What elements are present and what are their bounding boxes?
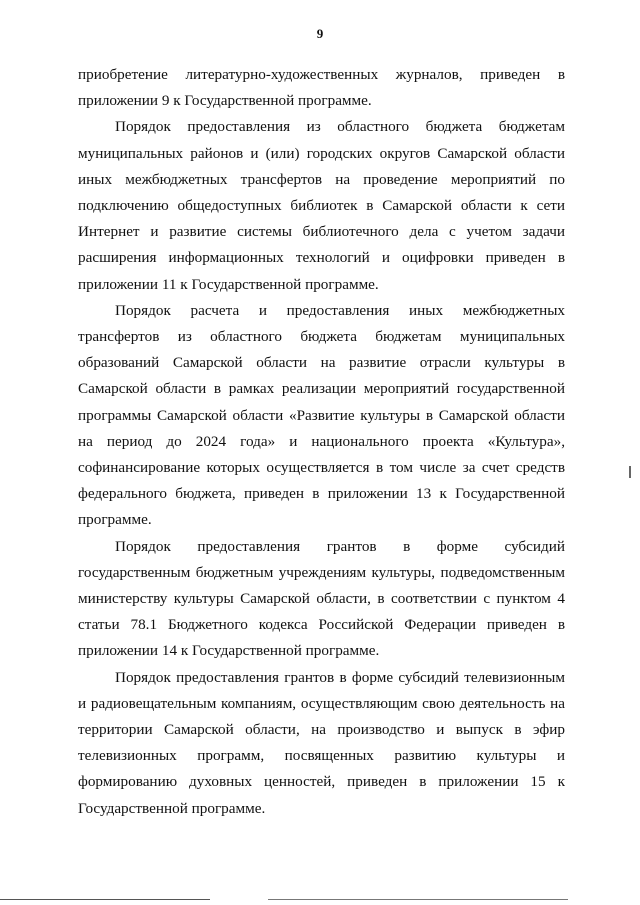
paragraph-grants-tv-radio: Порядок предоставления грантов в форме субсидий телевизионным и радиовещательным компаниям, осуществляющим свою деятельность на территории Самарской области, на производство и выпуск в эфир телевизионных программ, посвященных развитию культуры и формированию духовных ценностей, приведен в приложении 15 к Государственной программе. <box>78 668 565 817</box>
paragraph-culture-development-transfers: Порядок расчета и предоставления иных межбюджетных трансфертов из областного бюджета бюджетам муниципальных образований Самарской области на развитие отрасли культуры в Самарской области в рамках реализации мероприятий государственной программы Самарской области «Развитие культуры в Самарской области на период до 2024 года» и национального проекта «Культура», софинансирование которых осуществляется в том числе за счет средств федерального бюджета, приведен в приложении 13 к Государственной программе. <box>78 301 565 529</box>
page-number: 9 <box>316 26 324 41</box>
scan-margin-mark <box>629 466 631 478</box>
document-body <box>78 62 565 822</box>
paragraph-continuation: приобретение литературно-художественных журналов, приведен в приложении 9 к Государственной программе. <box>78 66 565 110</box>
scan-bottom-edge-right <box>268 899 568 900</box>
scan-bottom-edge-left <box>0 899 210 900</box>
paragraph-grants-budget-institutions: Порядок предоставления грантов в форме субсидий государственным бюджетным учреждениям культуры, подведомственным министерству культуры Самарской области, в соответствии с пунктом 4 статьи 78.1 Бюджетного кодекса Российской Федерации приведен в приложении 14 к Государственной программе. <box>78 537 565 660</box>
paragraph-library-transfers: Порядок предоставления из областного бюджета бюджетам муниципальных районов и (или) городских округов Самарской области иных межбюджетных трансфертов на проведение мероприятий по подключению общедоступных библиотек в Самарской области к сети Интернет и развитие системы библиотечного дела с учетом задачи расширения информационных технологий и оцифровки приведен в приложении 11 к Государственной программе. <box>78 118 565 293</box>
